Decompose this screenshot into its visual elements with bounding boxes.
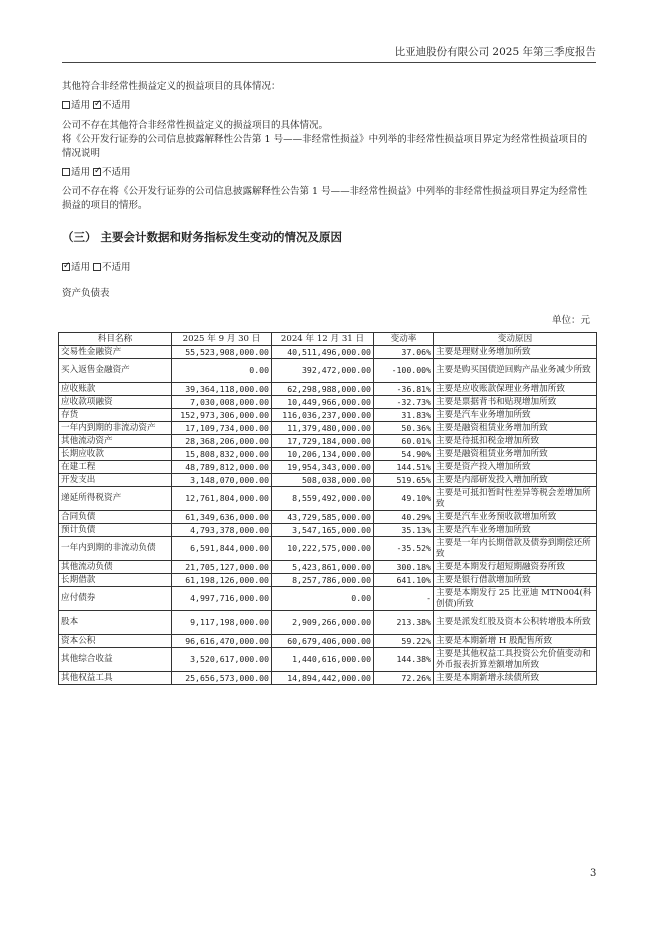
header-prior-period: 2024 年 12 月 31 日 [272, 333, 374, 346]
cell-prior-value: 10,449,966,000.00 [272, 396, 374, 409]
cell-prior-value: 2,909,266,000.00 [272, 611, 374, 635]
table-row [59, 672, 597, 685]
cell-change-rate: 72.26% [374, 672, 434, 685]
cell-item-name: 资本公积 [59, 635, 172, 648]
cell-item-name: 股本 [59, 611, 172, 635]
cell-change-rate: 54.90% [374, 448, 434, 461]
cell-change-rate: -35.52% [374, 537, 434, 561]
cell-prior-value: 43,729,585,000.00 [272, 511, 374, 524]
header-current-period: 2025 年 9 月 30 日 [172, 333, 272, 346]
table-row [59, 511, 597, 524]
cell-current-value: 12,761,804,000.00 [172, 487, 272, 511]
cell-current-value: 152,973,306,000.00 [172, 409, 272, 422]
cell-current-value: 48,789,812,000.00 [172, 461, 272, 474]
table-row [59, 461, 597, 474]
table-row [59, 359, 597, 383]
not-applicable-label: 不适用 [102, 167, 131, 178]
cell-prior-value: 3,547,165,000.00 [272, 524, 374, 537]
cell-change-rate: 144.51% [374, 461, 434, 474]
section-title: （三） 主要会计数据和财务指标发生变动的情况及原因 [62, 230, 343, 244]
other-items-statement: 公司不存在其他符合非经常性损益定义的损益项目的具体情况。 [62, 120, 329, 131]
cell-current-value: 6,591,844,000.00 [172, 537, 272, 561]
cell-change-rate: - [374, 587, 434, 611]
cell-prior-value: 392,472,000.00 [272, 359, 374, 383]
applicable-label: 适用 [71, 100, 91, 111]
table-row [59, 422, 597, 435]
table-row [59, 448, 597, 461]
cell-change-rate: 59.22% [374, 635, 434, 648]
cell-item-name: 其他权益工具 [59, 672, 172, 685]
cell-prior-value: 60,679,406,000.00 [272, 635, 374, 648]
cell-change-rate: 641.10% [374, 574, 434, 587]
cell-item-name: 长期借款 [59, 574, 172, 587]
cell-change-reason: 主要是票据背书和贴现增加所致 [434, 396, 597, 409]
cell-item-name: 预计负债 [59, 524, 172, 537]
cell-current-value: 28,368,206,000.00 [172, 435, 272, 448]
table-row [59, 396, 597, 409]
cell-prior-value: 17,729,184,000.00 [272, 435, 374, 448]
table-row [59, 383, 597, 396]
reclassification-note: 将《公开发行证券的公司信息披露解释性公告第 1 号——非经常性损益》中列举的非经常性损益项目界定为经常性损益项目的情况说明 [62, 134, 588, 159]
cell-change-rate: 50.36% [374, 422, 434, 435]
checkbox-not-applicable[interactable] [93, 168, 101, 176]
cell-prior-value: 508,038,000.00 [272, 474, 374, 487]
table-row [59, 409, 597, 422]
applicable-label: 适用 [71, 262, 91, 273]
cell-prior-value: 11,379,480,000.00 [272, 422, 374, 435]
cell-change-rate: 519.65% [374, 474, 434, 487]
cell-prior-value: 116,036,237,000.00 [272, 409, 374, 422]
cell-change-reason: 主要是待抵扣税金增加所致 [434, 435, 597, 448]
cell-change-reason: 主要是一年内长期借款及债券到期偿还所致 [434, 537, 597, 561]
cell-change-rate: 37.06% [374, 346, 434, 359]
checkbox-not-applicable[interactable] [93, 101, 101, 109]
checkbox-applicable[interactable] [62, 168, 70, 176]
cell-prior-value: 1,440,616,000.00 [272, 648, 374, 672]
cell-prior-value: 14,894,442,000.00 [272, 672, 374, 685]
cell-change-reason: 主要是理财业务增加所致 [434, 346, 597, 359]
cell-prior-value: 62,298,988,000.00 [272, 383, 374, 396]
cell-item-name: 开发支出 [59, 474, 172, 487]
table-row [59, 487, 597, 511]
cell-change-rate: 31.83% [374, 409, 434, 422]
table-row [59, 611, 597, 635]
cell-change-rate: 300.18% [374, 561, 434, 574]
other-items-intro: 其他符合非经常性损益定义的损益项目的具体情况： [62, 81, 281, 92]
cell-current-value: 4,793,378,000.00 [172, 524, 272, 537]
table-row [59, 561, 597, 574]
applicability-options-1 [62, 99, 596, 113]
not-applicable-label: 不适用 [102, 262, 131, 273]
cell-change-reason: 主要是银行借款增加所致 [434, 574, 597, 587]
cell-item-name: 合同负债 [59, 511, 172, 524]
checkbox-applicable[interactable] [62, 101, 70, 109]
cell-change-rate: 144.38% [374, 648, 434, 672]
cell-change-reason: 主要是汽车业务增加所致 [434, 524, 597, 537]
cell-change-reason: 主要是应收账款保理业务增加所致 [434, 383, 597, 396]
cell-change-rate: -36.81% [374, 383, 434, 396]
cell-current-value: 15,808,832,000.00 [172, 448, 272, 461]
cell-change-rate: -100.00% [374, 359, 434, 383]
cell-current-value: 61,198,126,000.00 [172, 574, 272, 587]
header-item-name: 科目名称 [59, 333, 172, 346]
cell-prior-value: 10,222,575,000.00 [272, 537, 374, 561]
cell-prior-value: 10,206,134,000.00 [272, 448, 374, 461]
cell-item-name: 存货 [59, 409, 172, 422]
cell-item-name: 在建工程 [59, 461, 172, 474]
cell-change-reason: 主要是本期发行超短期融资券所致 [434, 561, 597, 574]
cell-change-reason: 主要是本期发行 25 比亚迪 MTN004(科创债)所致 [434, 587, 597, 611]
cell-current-value: 9,117,198,000.00 [172, 611, 272, 635]
cell-change-reason: 主要是融资租赁业务增加所致 [434, 448, 597, 461]
cell-change-reason: 主要是融资租赁业务增加所致 [434, 422, 597, 435]
cell-item-name: 应收账款 [59, 383, 172, 396]
cell-change-rate: 49.10% [374, 487, 434, 511]
cell-change-reason: 主要是本期新增 H 股配售所致 [434, 635, 597, 648]
table-row [59, 574, 597, 587]
cell-change-rate: 213.38% [374, 611, 434, 635]
cell-current-value: 96,616,470,000.00 [172, 635, 272, 648]
table-row [59, 537, 597, 561]
balance-sheet-table [58, 332, 597, 685]
cell-change-reason: 主要是派发红股及资本公积转增股本所致 [434, 611, 597, 635]
table-row [59, 524, 597, 537]
cell-current-value: 55,523,908,000.00 [172, 346, 272, 359]
cell-prior-value: 5,423,861,000.00 [272, 561, 374, 574]
cell-change-reason: 主要是汽车业务预收款增加所致 [434, 511, 597, 524]
cell-change-reason: 主要是可抵扣暂时性差异等税会差增加所致 [434, 487, 597, 511]
cell-item-name: 一年内到期的非流动负债 [59, 537, 172, 561]
table-caption: 资产负债表 [62, 288, 110, 299]
cell-current-value: 4,997,716,000.00 [172, 587, 272, 611]
header-change-rate: 变动率 [374, 333, 434, 346]
cell-current-value: 61,349,636,000.00 [172, 511, 272, 524]
cell-item-name: 应付债券 [59, 587, 172, 611]
cell-item-name: 其他流动资产 [59, 435, 172, 448]
cell-change-reason: 主要是资产投入增加所致 [434, 461, 597, 474]
table-row [59, 648, 597, 672]
applicable-label: 适用 [71, 167, 91, 178]
cell-item-name: 应收款项融资 [59, 396, 172, 409]
cell-prior-value: 40,511,496,000.00 [272, 346, 374, 359]
cell-prior-value: 0.00 [272, 587, 374, 611]
checkbox-not-applicable[interactable] [93, 263, 101, 271]
cell-current-value: 21,705,127,000.00 [172, 561, 272, 574]
checkbox-applicable[interactable] [62, 263, 70, 271]
cell-current-value: 25,656,573,000.00 [172, 672, 272, 685]
cell-current-value: 39,364,118,000.00 [172, 383, 272, 396]
table-row [59, 635, 597, 648]
header-change-reason: 变动原因 [434, 333, 597, 346]
cell-item-name: 其他流动负债 [59, 561, 172, 574]
unit-label: 单位：元 [551, 315, 590, 326]
cell-item-name: 其他综合收益 [59, 648, 172, 672]
cell-change-reason: 主要是其他权益工具投资公允价值变动和外币报表折算差额增加所致 [434, 648, 597, 672]
cell-change-reason: 主要是本期新增永续债所致 [434, 672, 597, 685]
cell-prior-value: 19,954,343,000.00 [272, 461, 374, 474]
cell-change-rate: 35.13% [374, 524, 434, 537]
applicability-options-3 [62, 261, 596, 275]
cell-change-rate: -32.73% [374, 396, 434, 409]
table-header-row [59, 333, 597, 346]
cell-change-reason: 主要是汽车业务增加所致 [434, 409, 597, 422]
table-row [59, 587, 597, 611]
reclassification-statement: 公司不存在将《公开发行证券的公司信息披露解释性公告第 1 号——非经常性损益》中列举的非经常性损益项目界定为经常性损益的项目的情形。 [62, 186, 588, 211]
not-applicable-label: 不适用 [102, 100, 131, 111]
page-header: 比亚迪股份有限公司 2025 年第三季度报告 [62, 44, 596, 63]
cell-prior-value: 8,257,786,000.00 [272, 574, 374, 587]
page-number: 3 [590, 868, 597, 879]
cell-item-name: 交易性金融资产 [59, 346, 172, 359]
cell-item-name: 长期应收款 [59, 448, 172, 461]
cell-prior-value: 8,559,492,000.00 [272, 487, 374, 511]
table-row [59, 474, 597, 487]
applicability-options-2 [62, 166, 596, 180]
cell-item-name: 一年内到期的非流动资产 [59, 422, 172, 435]
cell-change-rate: 60.01% [374, 435, 434, 448]
cell-current-value: 0.00 [172, 359, 272, 383]
cell-current-value: 3,148,070,000.00 [172, 474, 272, 487]
cell-item-name: 买入返售金融资产 [59, 359, 172, 383]
table-row [59, 435, 597, 448]
table-row [59, 346, 597, 359]
cell-change-reason: 主要是内部研发投入增加所致 [434, 474, 597, 487]
cell-item-name: 递延所得税资产 [59, 487, 172, 511]
cell-change-rate: 40.29% [374, 511, 434, 524]
cell-current-value: 3,520,617,000.00 [172, 648, 272, 672]
cell-current-value: 7,030,008,000.00 [172, 396, 272, 409]
cell-current-value: 17,109,734,000.00 [172, 422, 272, 435]
cell-change-reason: 主要是购买国债逆回购产品业务减少所致 [434, 359, 597, 383]
